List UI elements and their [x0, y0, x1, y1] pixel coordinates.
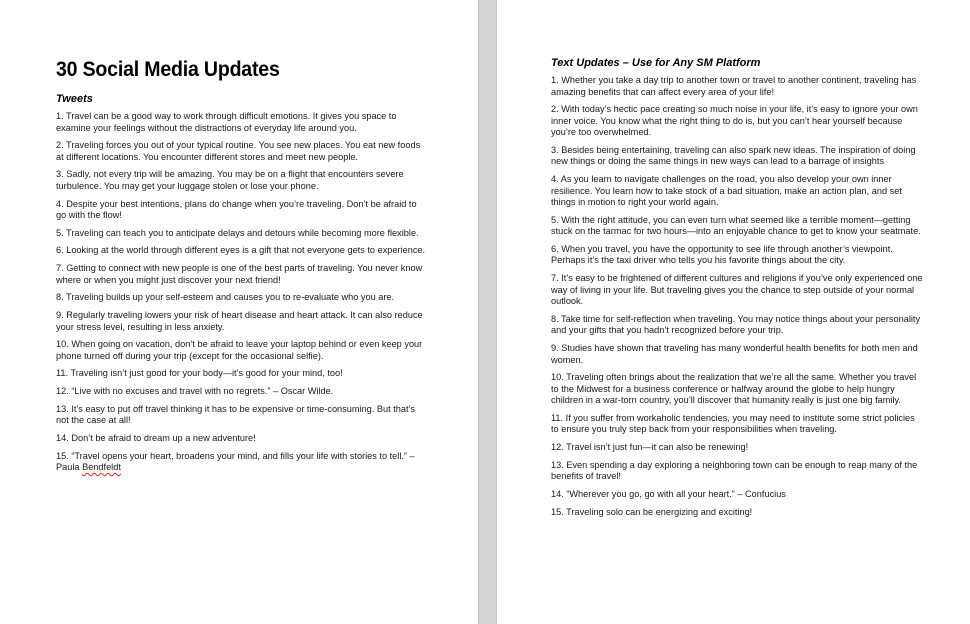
text-updates-list — [551, 75, 923, 524]
list-item: 10. When going on vacation, don’t be afraid to leave your laptop behind or even keep your phone turned off during your trip (except for the occasional selfie). — [56, 339, 423, 361]
list-item: 9. Studies have shown that traveling has many wonderful health benefits for both men and women. — [551, 343, 918, 365]
list-item-text: 15. “Travel opens your heart, broadens your mind, and fills your life with stories to tell.” – Paula — [56, 450, 415, 473]
list-item: 8. Traveling builds up your self-esteem and causes you to re-evaluate who you are. — [56, 292, 395, 303]
document-page-right — [497, 0, 970, 624]
section-heading-tweets: Tweets — [56, 93, 93, 105]
list-item: 11. If you suffer from workaholic tendencies, you may need to institute some strict policies to ensure you truly step back from your responsibilities when traveling. — [551, 412, 915, 435]
list-item: 7. Getting to connect with new people is one of the best parts of traveling. You never know where or when you might just discover your next friend! — [56, 263, 423, 285]
list-item-last — [56, 451, 426, 474]
list-item: 2. With today’s hectic pace creating so much noise in your life, it’s easy to ignore your own inner voice. You know what the right thing to do is, but you can’t hear yourself because you’re too overwhelmed. — [551, 104, 918, 138]
list-item: 11. Traveling isn’t just good for your body—it’s good for your mind, too! — [56, 368, 343, 379]
list-item: 1. Whether you take a day trip to another town or travel to another continent, traveling has amazing benefits that can affect every area of your life! — [551, 75, 917, 97]
list-item: 6. Looking at the world through different eyes is a gift that not everyone gets to experience. — [56, 245, 426, 256]
list-item: 3. Besides being entertaining, traveling can also spark new ideas. The inspiration of doing new things or doing the same things in new ways can lead to a barrage of insights — [551, 144, 916, 167]
list-item: 7. It’s easy to be frightened of different cultures and religions if you’ve only experienced one way of living in your life. But traveling gives you the chance to step outside of your normal outlook. — [551, 273, 923, 307]
document-page-left — [0, 0, 478, 624]
list-item: 14. “Wherever you go, go with all your heart.” – Confucius — [551, 488, 786, 499]
section-heading-text-updates: Text Updates – Use for Any SM Platform — [551, 57, 761, 69]
document-title: 30 Social Media Updates — [56, 58, 280, 81]
misspelled-word[interactable]: Bendfeldt — [82, 462, 121, 473]
list-item: 15. Traveling solo can be energizing and exciting! — [551, 506, 753, 517]
list-item: 14. Don’t be afraid to dream up a new adventure! — [56, 432, 256, 443]
list-item: 3. Sadly, not every trip will be amazing. You may be on a flight that encounters severe turbulence. You may get your luggage stolen or lose your phone. — [56, 169, 404, 191]
list-item: 1. Travel can be a good way to work through difficult emotions. It gives you space to examine your feelings without the distractions of everyday life around you. — [56, 111, 397, 133]
list-item: 4. Despite your best intentions, plans do change when you’re traveling. Don’t be afraid to go with the flow! — [56, 198, 417, 221]
list-item: 9. Regularly traveling lowers your risk of heart disease and heart attack. It can also reduce your stress level, resulting in less anxiety. — [56, 310, 423, 332]
list-item: 2. Traveling forces you out of your typical routine. You see new places. You eat new foods at different locations. You encounter different stores and meet new people. — [56, 140, 421, 162]
list-item: 13. It’s easy to put off travel thinking it has to be expensive or time-consuming. But that’s not the case at all! — [56, 403, 416, 426]
list-item: 8. Take time for self-reflection when traveling. You may notice things about your personality and your gifts that you hadn’t recognized before your trip. — [551, 313, 921, 336]
list-item: 5. With the right attitude, you can even turn what seemed like a terrible moment—getting stuck on the tarmac for two hours—into an enjoyable chance to get to know your seatmate. — [551, 214, 921, 237]
list-item: 4. As you learn to navigate challenges on the road, you also develop your own inner resilience. You learn how to take stock of a bad situation, make an action plan, and set things in motion to right your world again. — [551, 174, 902, 208]
tweets-list — [56, 111, 426, 480]
list-item: 12. Travel isn’t just fun—it can also be renewing! — [551, 442, 749, 453]
list-item: 5. Traveling can teach you to anticipate delays and detours while becoming more flexible. — [56, 227, 419, 238]
list-item: 10. Traveling often brings about the realization that we’re all the same. Whether you travel to the Midwest for a business conference or halfway around the globe to help hungry children in a war-torn country, you’ll discover that humanity really is just one big family. — [551, 372, 917, 406]
list-item: 13. Even spending a day exploring a neighboring town can be enough to reap many of the benefits of travel! — [551, 459, 918, 482]
page-gutter — [478, 0, 497, 624]
list-item: 6. When you travel, you have the opportunity to see life through another’s viewpoint. Perhaps it’s the taxi driver who tells you his favorite things about the city. — [551, 243, 893, 266]
list-item: 12. “Live with no excuses and travel with no regrets.” – Oscar Wilde. — [56, 386, 334, 397]
